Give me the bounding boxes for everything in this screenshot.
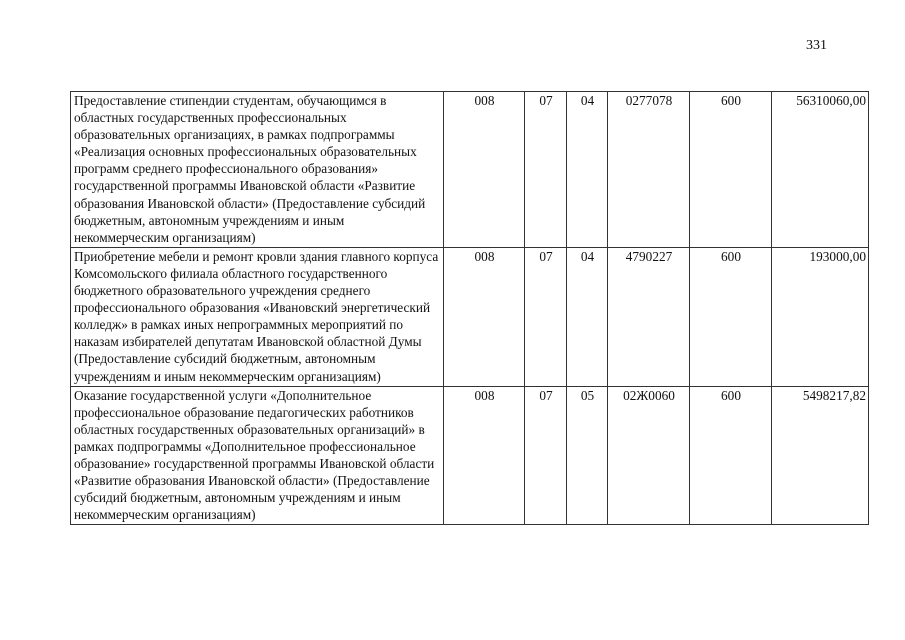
expense-type-code-cell: 600 xyxy=(690,92,772,248)
target-article-code-cell: 0277078 xyxy=(608,92,690,248)
expense-type-code-cell: 600 xyxy=(690,386,772,525)
amount-cell: 5498217,82 xyxy=(772,386,869,525)
row-description: Предоставление стипендии студентам, обучающимся в областных государственных профессиональных образовательных организациях, в рамках подпрограммы «Реализация основных профессиональных образовательных программ среднего профессионального образования» государственной программы Ивановской области «Развитие образования Ивановской области» (Предоставление субсидий бюджетным, автономным учреждениям и иным некоммерческим организациям) xyxy=(71,92,444,248)
table-row xyxy=(71,247,869,386)
budget-table xyxy=(70,91,869,525)
section-code-cell: 07 xyxy=(525,92,567,248)
row-description: Приобретение мебели и ремонт кровли здания главного корпуса Комсомольского филиала областного государственного бюджетного образовательного учреждения среднего профессионального образования «Ивановский энергетический колледж» в рамках иных непрограммных мероприятий по наказам избирателей депутатам Ивановской областной Думы (Предоставление субсидий бюджетным, автономным учреждениям и иным некоммерческим организациям) xyxy=(71,247,444,386)
subsection-code-cell: 04 xyxy=(567,247,608,386)
amount-cell: 56310060,00 xyxy=(772,92,869,248)
section-code-cell: 07 xyxy=(525,386,567,525)
section-code-cell: 07 xyxy=(525,247,567,386)
table-row xyxy=(71,92,869,248)
amount-cell: 193000,00 xyxy=(772,247,869,386)
row-description: Оказание государственной услуги «Дополнительное профессиональное образование педагогических работников областных государственных образовательных организаций» в рамках подпрограммы «Дополнительное профессиональное образование» государственной программы Ивановской области «Развитие образования Ивановской области» (Предоставление субсидий бюджетным, автономным учреждениям и иным некоммерческим организациям) xyxy=(71,386,444,525)
ministry-code-cell: 008 xyxy=(444,92,525,248)
subsection-code-cell: 05 xyxy=(567,386,608,525)
page-number: 331 xyxy=(806,38,827,53)
ministry-code-cell: 008 xyxy=(444,247,525,386)
ministry-code-cell: 008 xyxy=(444,386,525,525)
expense-type-code-cell: 600 xyxy=(690,247,772,386)
table-row xyxy=(71,386,869,525)
target-article-code-cell: 4790227 xyxy=(608,247,690,386)
subsection-code-cell: 04 xyxy=(567,92,608,248)
target-article-code-cell: 02Ж0060 xyxy=(608,386,690,525)
